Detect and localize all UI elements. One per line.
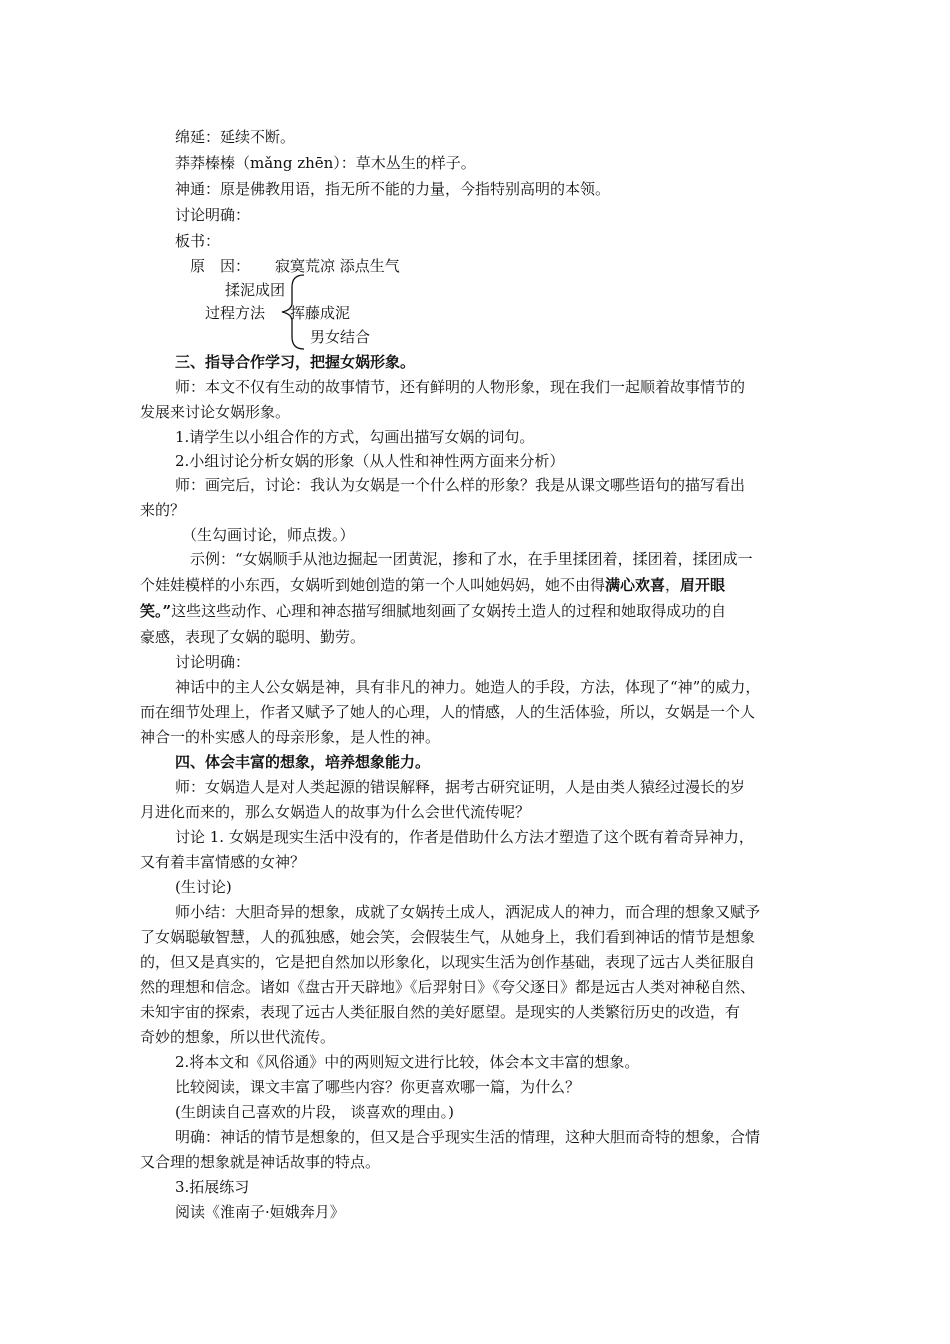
discussion-1-line-1: 讨论 1. 女娲是现实生活中没有的，作者是借助什么方法才塑造了这个既有着奇异神力，	[175, 828, 754, 846]
paragraph-teacher-question-1: 师：画完后，讨论：我认为女娲是一个什么样的形象？我是从课文哪些语句的描写看出	[175, 476, 746, 494]
extension-exercise: 3.拓展练习	[175, 1178, 250, 1196]
task-compare: 2.将本文和《风俗通》中的两则短文进行比较，体会本文丰富的想象。	[175, 1053, 640, 1071]
board-item-2: 挥藤成泥	[290, 304, 351, 322]
example-emphasis-2: 眉开眼	[680, 576, 726, 594]
paragraph-teacher-intro-1: 师：本文不仅有生动的故事情节，还有鲜明的人物形象，现在我们一起顺着故事情节的	[175, 378, 746, 396]
teacher-origin-1: 师：女娲造人是对人类起源的错误解释，据考古研究证明，人是由类人猿经过漫长的岁	[175, 778, 746, 796]
discussion-label-2: 讨论明确：	[175, 653, 251, 671]
task-1: 1.请学生以小组合作的方式，勾画出描写女娲的词句。	[175, 428, 535, 446]
summary-line-6: 奇妙的想象，所以世代流传。	[140, 1028, 336, 1046]
section-four-heading: 四、体会丰富的想象，培养想象能力。	[175, 753, 431, 771]
summary-line-1: 师小结：大胆奇异的想象，成就了女娲抟土成人，洒泥成人的神力，而合理的想象又赋予	[175, 903, 761, 921]
summary-line-2: 了女娲聪敏智慧，人的孤独感，她会笑，会假装生气，从她身上，我们看到神话的情节是想象	[140, 928, 756, 946]
clarify-line-2: 又合理的想象就是神话故事的特点。	[140, 1153, 381, 1171]
compare-question: 比较阅读，课文丰富了哪些内容？你更喜欢哪一篇，为什么？	[175, 1078, 581, 1096]
paragraph-teacher-question-2: 来的？	[140, 501, 186, 519]
teacher-origin-2: 月进化而来的，那么女娲造人的故事为什么会世代流传呢？	[140, 803, 531, 821]
conclusion-line-1: 神话中的主人公女娲是神，具有非凡的神力。她造人的手段，方法，体现了“神”的威力，	[175, 678, 761, 696]
summary-line-4: 然的理想和信念。诸如《盘古开天辟地》《后羿射日》《夸父逐日》都是远古人类对神秘自然、	[140, 978, 756, 996]
example-emphasis-3: 笑。”	[140, 602, 172, 620]
conclusion-line-2: 而在细节处理上，作者又赋予了她人的心理，人的情感，人的生活体验，所以，女娲是一个人	[140, 703, 756, 721]
reading-assignment: 阅读《淮南子·姮娥奔月》	[175, 1203, 345, 1221]
board-reason-value: 寂寞荒凉 添点生气	[275, 257, 400, 275]
student-discussion-note: (生讨论)	[175, 878, 232, 896]
section-three-heading: 三、指导合作学习，把握女娲形象。	[175, 353, 416, 371]
definition-shentong: 神通：原是佛教用语，指无所不能的力量，今指特别高明的本领。	[175, 180, 611, 198]
paragraph-teacher-intro-2: 发展来讨论女娲形象。	[140, 403, 291, 421]
task-2: 2.小组讨论分析女娲的形象（从人性和神性两方面来分析）	[175, 452, 565, 470]
example-text: 个娃娃模样的小东西，女娲听到她创造的第一个人叫她妈妈，她不由得	[140, 576, 606, 594]
board-reason-label: 原 因：	[190, 257, 251, 275]
definition-mangmang: 莽莽榛榛（mǎng zhēn）：草木丛生的样子。	[175, 154, 476, 172]
student-reading-note: (生朗读自己喜欢的片段， 谈喜欢的理由。)	[175, 1103, 454, 1121]
example-line-3	[140, 601, 726, 621]
board-item-3: 男女结合	[310, 328, 371, 346]
board-label: 板书：	[175, 232, 221, 250]
discussion-1-line-2: 又有着丰富情感的女神？	[140, 853, 306, 871]
board-item-1: 揉泥成团	[225, 281, 286, 299]
example-analysis: 这些这些动作、心理和神态描写细腻地刻画了女娲抟土造人的过程和她取得成功的自	[171, 602, 727, 620]
example-emphasis-1: 满心欢喜	[605, 576, 666, 594]
student-note: （生勾画讨论，师点拨。）	[182, 526, 355, 544]
conclusion-line-3: 神合一的朴实感人的母亲形象，是人性的神。	[140, 728, 441, 746]
board-method-label: 过程方法	[205, 304, 266, 322]
example-comma: ，	[665, 576, 681, 594]
board-brace	[280, 273, 306, 351]
example-line-4: 豪感，表现了女娲的聪明、勤劳。	[140, 628, 366, 646]
summary-line-5: 未知宇宙的探索，表现了远古人类征服自然的美好愿望。是现实的人类繁衍历史的改造，有	[140, 1003, 741, 1021]
definition-mianyan: 绵延：延续不断。	[175, 128, 296, 146]
example-line-2	[140, 575, 725, 595]
example-line-1: 示例：“女娲顺手从池边掘起一团黄泥，掺和了水，在手里揉团着，揉团着，揉团成一	[190, 550, 753, 568]
discussion-label: 讨论明确：	[175, 206, 251, 224]
clarify-line-1: 明确：神话的情节是想象的，但又是合乎现实生活的情理，这种大胆而奇特的想象，合情	[175, 1128, 761, 1146]
summary-line-3: 的，但又是真实的，它是把自然加以形象化，以现实生活为创作基础，表现了远古人类征服自	[140, 953, 756, 971]
